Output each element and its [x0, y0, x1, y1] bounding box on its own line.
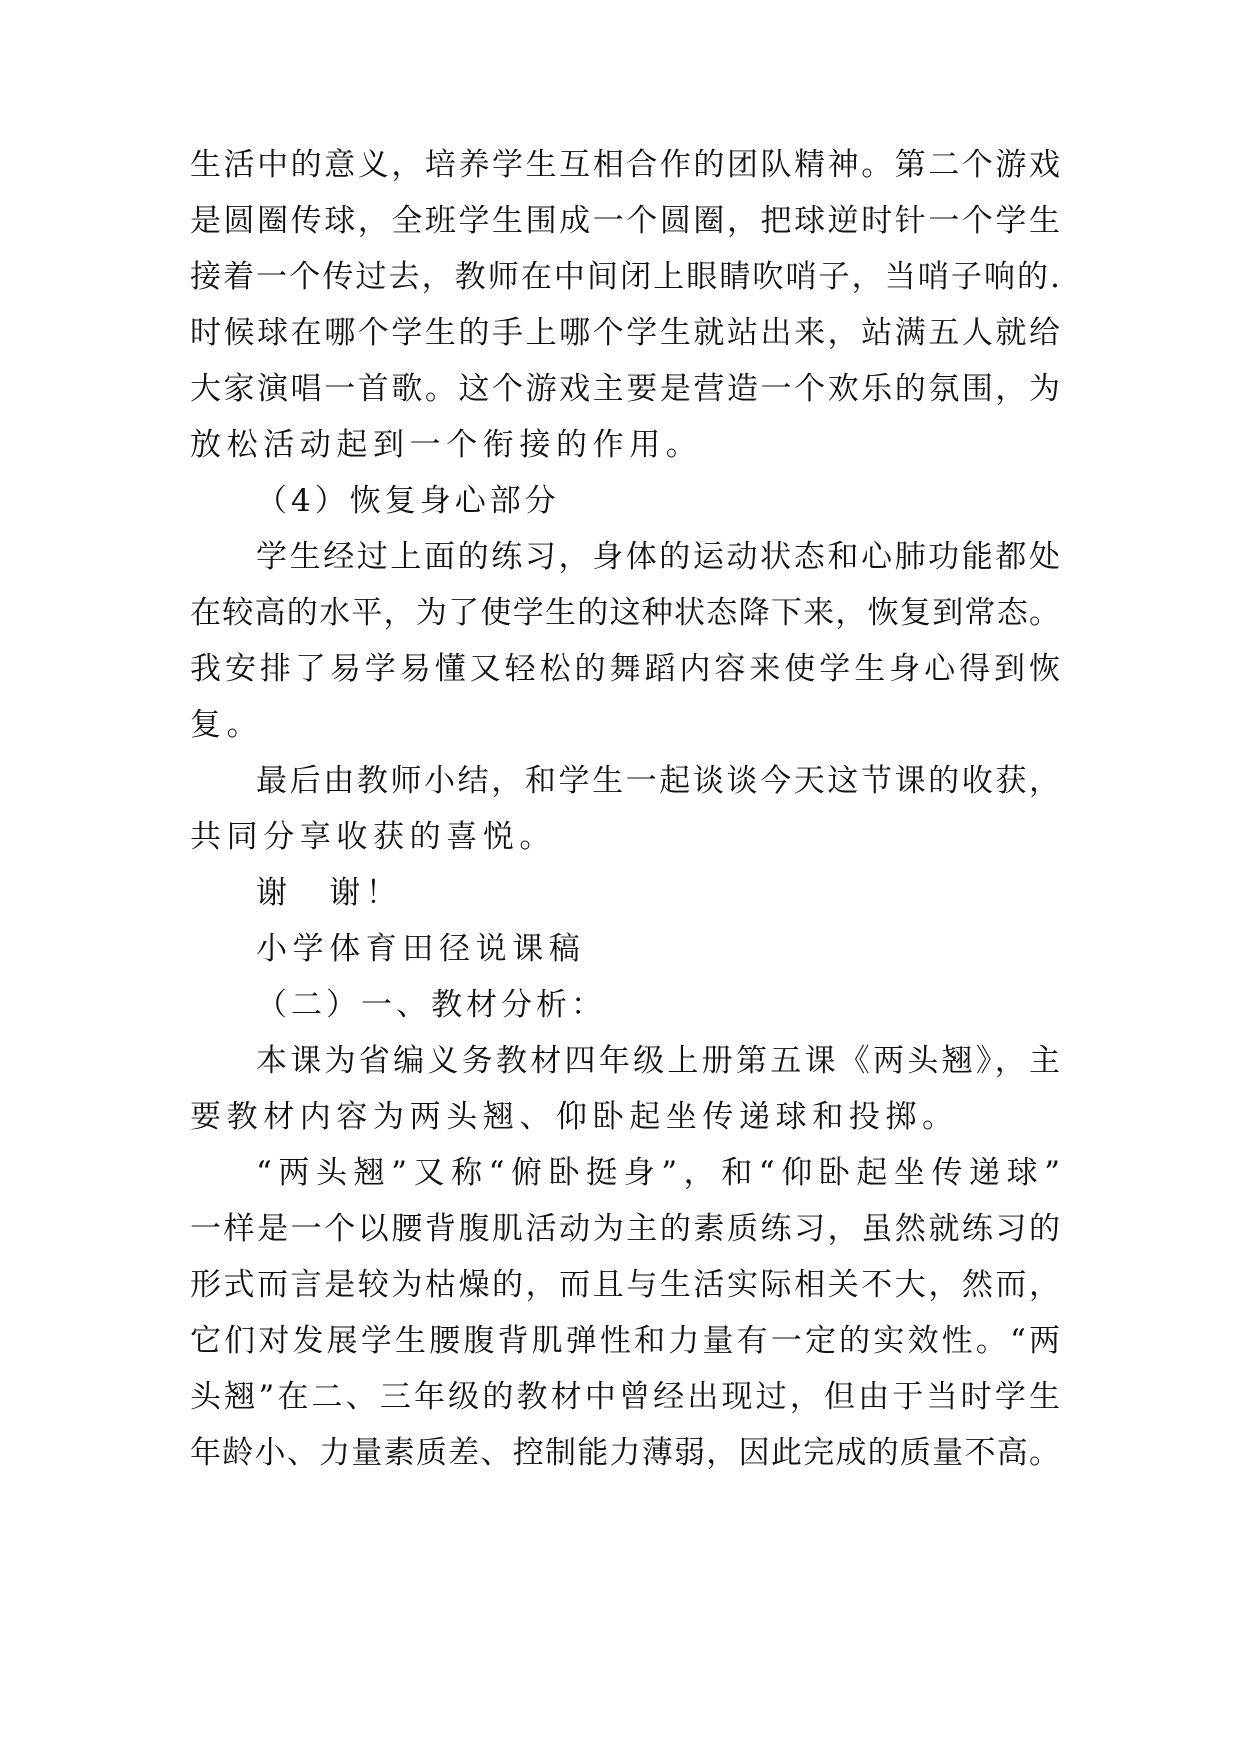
text-line: 年龄小、力量素质差、控制能力薄弱，因此完成的质量不高。: [190, 1435, 1060, 1471]
text-line: 我安排了易学易懂又轻松的舞蹈内容来使学生身心得到恢: [190, 651, 1060, 687]
text-line: 在较高的水平，为了使学生的这种状态降下来，恢复到常态。: [190, 595, 1060, 631]
text-line: 时候球在哪个学生的手上哪个学生就站出来，站满五人就给: [190, 315, 1060, 351]
text-line: 生活中的意义，培养学生互相合作的团队精神。第二个游戏: [190, 147, 1060, 183]
text-line: 是圆圈传球，全班学生围成一个圆圈，把球逆时针一个学生: [190, 203, 1060, 239]
text-line: 大家演唱一首歌。这个游戏主要是营造一个欢乐的氛围，为: [190, 371, 1060, 407]
section-heading: （二）一、教材分析：: [256, 987, 606, 1023]
text-line: “两头翘”又称“俯卧挺身”，和“仰卧起坐传递球”: [256, 1155, 1060, 1191]
text-line: 最后由教师小结，和学生一起谈谈今天这节课的收获，: [256, 763, 1060, 799]
text-line: 共同分享收获的喜悦。: [190, 819, 556, 855]
text-line: 复。: [190, 707, 264, 743]
text-line: 一样是一个以腰背腹肌活动为主的素质练习，虽然就练习的: [190, 1211, 1060, 1247]
text-line: 它们对发展学生腰腹背肌弹性和力量有一定的实效性。“两: [190, 1323, 1060, 1359]
document-title: 小学体育田径说课稿: [256, 931, 586, 967]
text-line: 形式而言是较为枯燥的，而且与生活实际相关不大，然而，: [190, 1267, 1060, 1303]
text-line: 学生经过上面的练习，身体的运动状态和心肺功能都处: [256, 539, 1060, 575]
closing-thanks: 谢 谢！: [256, 875, 403, 911]
text-line: 头翘”在二、三年级的教材中曾经出现过，但由于当时学生: [190, 1379, 1060, 1415]
text-line: 接着一个传过去，教师在中间闭上眼睛吹哨子，当哨子响的.: [190, 259, 1060, 295]
text-line: 本课为省编义务教材四年级上册第五课《两头翘》，主: [256, 1043, 1060, 1079]
text-line: 要教材内容为两头翘、仰卧起坐传递球和投掷。: [190, 1099, 959, 1135]
section-heading: （4）恢复身心部分: [256, 483, 560, 519]
text-line: 放松活动起到一个衔接的作用。: [190, 427, 703, 463]
